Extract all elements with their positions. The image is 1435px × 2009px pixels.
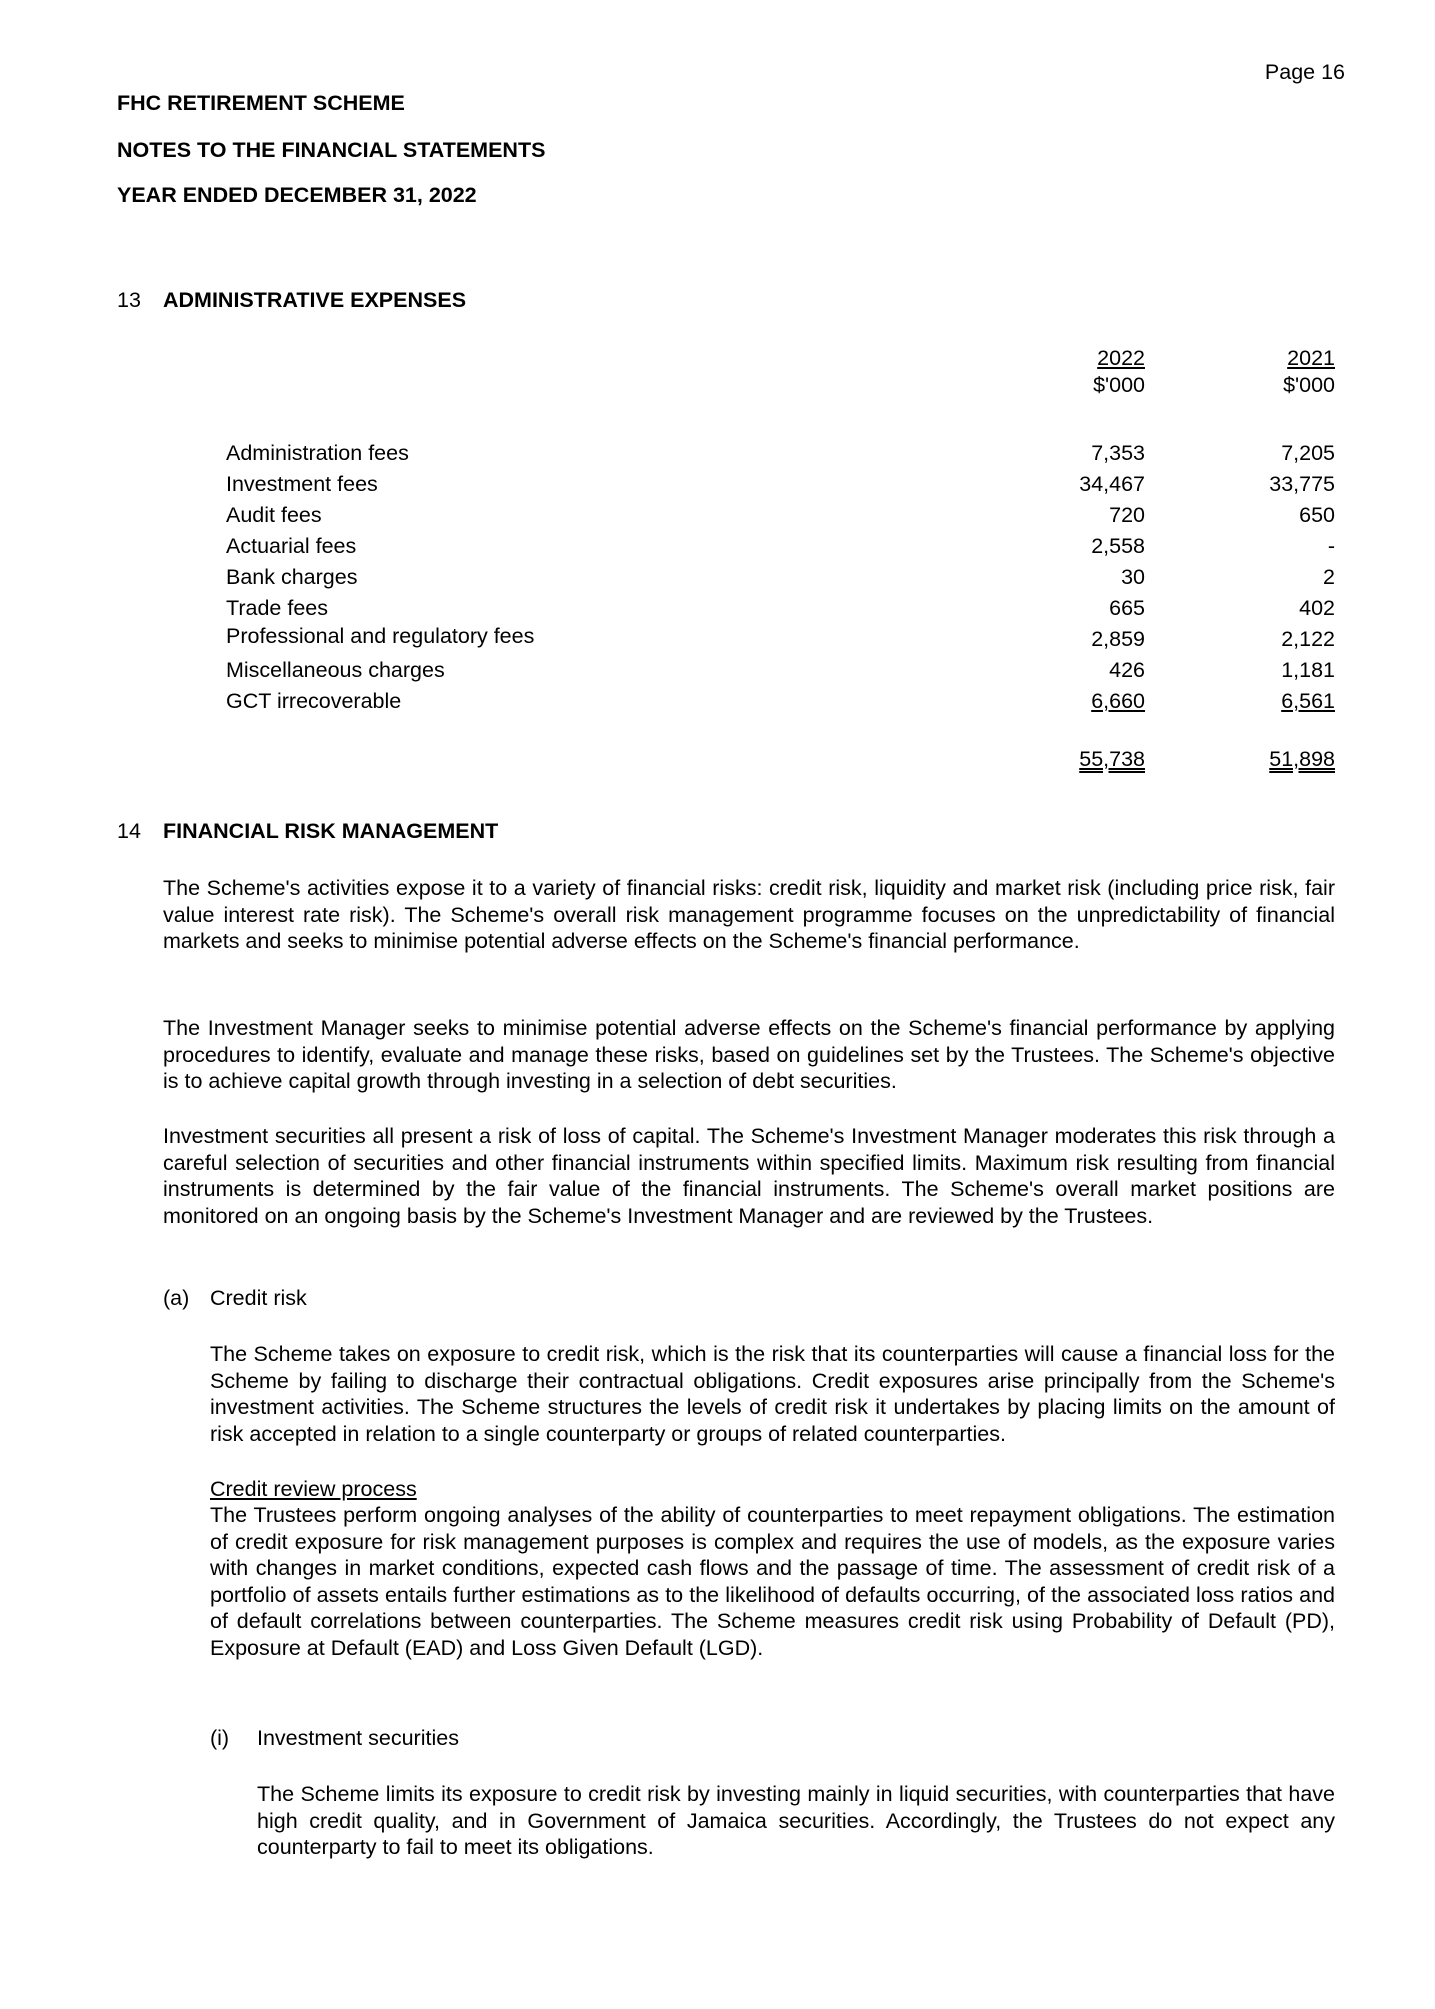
- expense-label: Trade fees: [226, 596, 328, 620]
- subsection-i-marker: (i): [210, 1726, 230, 1750]
- expense-value-2021: 2,122: [1281, 627, 1335, 651]
- expense-value-2021: -: [1327, 534, 1335, 558]
- expense-value-2021: 33,775: [1269, 472, 1335, 496]
- subsection-a-title: Credit risk: [210, 1286, 307, 1310]
- investment-securities-risk-paragraph: Investment securities all present a risk of loss of capital. The Scheme's Investment Manager moderates this risk through a careful selection of securities and other financial instruments within specified limits. Maximum risk resulting from financial instruments is determined by the fair value of the financial instruments. The Scheme's overall market positions are monitored on an ongoing basis by the Scheme's Investment Manager and are reviewed by the Trustees.: [163, 1124, 1335, 1228]
- expense-value-2022: 34,467: [1079, 472, 1145, 496]
- column-year-2022: 2022: [1097, 346, 1145, 370]
- expense-value-2022: 30: [1121, 565, 1145, 589]
- header-year-ended: YEAR ENDED DECEMBER 31, 2022: [117, 183, 477, 207]
- expense-value-2021: 402: [1299, 596, 1335, 620]
- column-unit-2022: $'000: [1093, 373, 1145, 397]
- total-value-2021: 51,898: [1269, 747, 1335, 771]
- expense-value-underlined: 6,561: [1281, 689, 1335, 713]
- expense-label: Administration fees: [226, 441, 409, 465]
- subsection-a-marker: (a): [163, 1286, 190, 1310]
- total-2022: [1005, 746, 1145, 773]
- column-unit-2021: $'000: [1283, 373, 1335, 397]
- credit-risk-paragraph: The Scheme takes on exposure to credit risk, which is the risk that its counterparties will cause a financial loss for the Scheme by failing to discharge their contractual obligations. Credit exposures arise principally from the Scheme's investment activities. The Scheme structures the levels of credit risk it undertakes by placing limits on the amount of risk accepted in relation to a single counterparty or groups of related counterparties.: [210, 1342, 1335, 1446]
- expense-label: GCT irrecoverable: [226, 689, 402, 713]
- section-14-title: FINANCIAL RISK MANAGEMENT: [163, 819, 499, 843]
- expense-value-underlined: 6,660: [1091, 689, 1145, 713]
- expense-label: Actuarial fees: [226, 534, 357, 558]
- expense-value-2021: [1195, 688, 1335, 715]
- column-year-2021: 2021: [1287, 346, 1335, 370]
- expense-value-2022: [1005, 688, 1145, 715]
- expense-value-2022: 720: [1109, 503, 1145, 527]
- credit-review-paragraph: The Trustees perform ongoing analyses of the ability of counterparties to meet repayment obligations. The estimation of credit exposure for risk management purposes is complex and requires the use of models, as the exposure varies with changes in market conditions, expected cash flows and the passage of time. The assessment of credit risk of a portfolio of assets entails further estimations as to the likelihood of defaults occurring, of the associated loss ratios and of default correlations between counterparties. The Scheme measures credit risk using Probability of Default (PD), Exposure at Default (EAD) and Loss Given Default (LGD).: [210, 1503, 1335, 1660]
- investment-manager-paragraph: The Investment Manager seeks to minimise potential adverse effects on the Scheme's financial performance by applying procedures to identify, evaluate and manage these risks, based on guidelines set by the Trustees. The Scheme's objective is to achieve capital growth through investing in a selection of debt securities.: [163, 1016, 1335, 1093]
- section-13-title: ADMINISTRATIVE EXPENSES: [163, 288, 467, 312]
- risk-overview-paragraph: The Scheme's activities expose it to a variety of financial risks: credit risk, liquidity and market risk (including price risk, fair value interest rate risk). The Scheme's overall risk management programme focuses on the unpredictability of financial markets and seeks to minimise potential adverse effects on the Scheme's financial performance.: [163, 876, 1335, 953]
- expense-label: Investment fees: [226, 472, 378, 496]
- page-number: Page 16: [1264, 60, 1345, 84]
- expense-value-2021: 650: [1299, 503, 1335, 527]
- credit-review-heading: Credit review process: [210, 1477, 417, 1501]
- expense-value-2021: 1,181: [1281, 658, 1335, 682]
- expense-label: Bank charges: [226, 565, 358, 589]
- expense-label: Audit fees: [226, 503, 322, 527]
- header-scheme-name: FHC RETIREMENT SCHEME: [117, 91, 405, 115]
- column-header-2021: [1205, 345, 1335, 399]
- expense-value-2021: 7,205: [1281, 441, 1335, 465]
- section-14-number: 14: [117, 819, 141, 843]
- expense-value-2022: 7,353: [1091, 441, 1145, 465]
- expense-value-2022: 665: [1109, 596, 1145, 620]
- expense-value-2021: 2: [1323, 565, 1335, 589]
- expense-label: Miscellaneous charges: [226, 658, 445, 682]
- expense-value-2022: 2,558: [1091, 534, 1145, 558]
- expense-label: Professional and regulatory fees: [226, 624, 535, 648]
- total-2021: [1195, 746, 1335, 773]
- total-value-2022: 55,738: [1079, 747, 1145, 771]
- investment-securities-paragraph: The Scheme limits its exposure to credit risk by investing mainly in liquid securities, with counterparties that have high credit quality, and in Government of Jamaica securities. Accordingly, the Trustees do not expect any counterparty to fail to meet its obligations.: [257, 1782, 1335, 1859]
- expense-value-2022: 2,859: [1091, 627, 1145, 651]
- column-header-2022: [1015, 345, 1145, 399]
- header-notes-title: NOTES TO THE FINANCIAL STATEMENTS: [117, 138, 546, 162]
- subsection-i-title: Investment securities: [257, 1726, 459, 1750]
- expense-value-2022: 426: [1109, 658, 1145, 682]
- section-13-number: 13: [117, 288, 141, 312]
